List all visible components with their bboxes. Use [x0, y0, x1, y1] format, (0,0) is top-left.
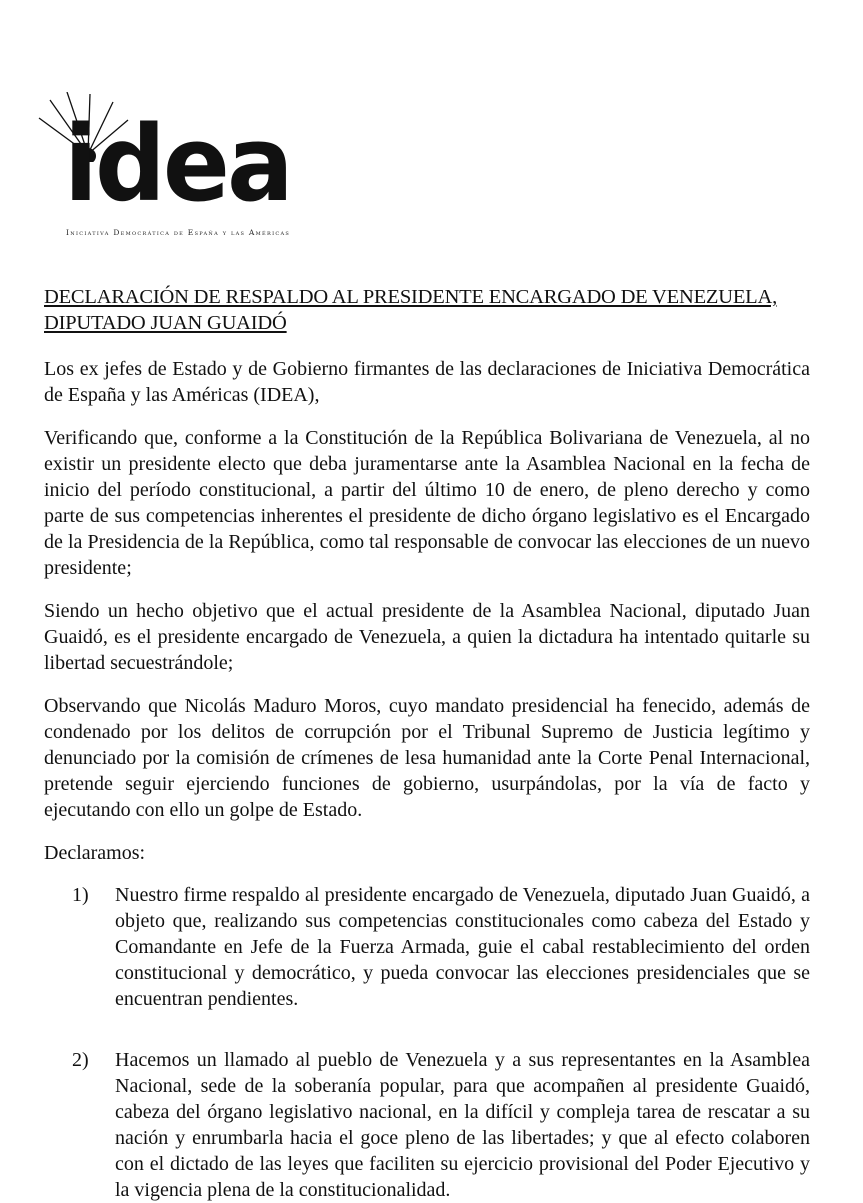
list-item-text: Nuestro firme respaldo al presidente encargado de Venezuela, diputado Juan Guaidó, a objeto que, realizando sus competencias constitucionales como cabeza del Estado y Comandante en Jefe de la Fuerza Armada, guie el cabal restablecimiento del orden constitucional y democrático, y pueda convocar las elecciones presidenciales que se encuentran pendientes.: [115, 884, 810, 1010]
declaramos-heading: Declaramos:: [44, 842, 146, 864]
list-item-number: 2): [72, 1049, 89, 1071]
idea-logo: [38, 92, 338, 252]
list-item: [72, 882, 810, 1012]
document-title: DECLARACIÓN DE RESPALDO AL PRESIDENTE ENCARGADO DE VENEZUELA, DIPUTADO JUAN GUAIDÓ: [44, 286, 778, 334]
document-body: [44, 284, 810, 1203]
paragraph-intro: Los ex jefes de Estado y de Gobierno firmantes de las declaraciones de Iniciativa Democrática de España y las Américas (IDEA),: [44, 358, 810, 406]
logo-tagline: Iniciativa Democrática de España y las Américas: [66, 228, 291, 237]
paragraph-verificando: Verificando que, conforme a la Constitución de la República Bolivariana de Venezuela, al no existir un presidente electo que deba juramentarse ante la Asamblea Nacional en la fecha de inicio del período constitucional, a partir del último 10 de enero, de pleno derecho y como parte de sus competencias inherentes el presidente de dicho órgano legislativo es el Encargado de la Presidencia de la República, como tal responsable de convocar las elecciones de un nuevo presidente;: [44, 427, 810, 579]
logo-wordmark: idea: [64, 103, 291, 225]
list-item-number: 1): [72, 884, 89, 906]
list-item-text: Hacemos un llamado al pueblo de Venezuela y a sus representantes en la Asamblea Nacional, sede de la soberanía popular, para que acompañen al presidente Guaidó, cabeza del órgano legislativo nacional, en la difícil y compleja tarea de rescatar a su nación y enrumbarla hacia el goce pleno de las libertades; y que al efecto colaboren con el dictado de las leyes que faciliten su ejercicio provisional del Poder Ejecutivo y la vigencia plena de la constitucionalidad.: [115, 1049, 810, 1201]
paragraph-siendo: Siendo un hecho objetivo que el actual presidente de la Asamblea Nacional, diputado Juan Guaidó, es el presidente encargado de Venezuela, a quien la dictadura ha intentado quitarle su libertad secuestrándole;: [44, 600, 810, 674]
paragraph-observando: Observando que Nicolás Maduro Moros, cuyo mandato presidencial ha fenecido, además de condenado por los delitos de corrupción por el Tribunal Supremo de Justicia legítimo y denunciado por la comisión de crímenes de lesa humanidad ante la Corte Penal Internacional, pretende seguir ejerciendo funciones de gobierno, usurpándolas, por la vía de facto y ejecutando con ello un golpe de Estado.: [44, 695, 810, 821]
list-item: [72, 1047, 810, 1203]
